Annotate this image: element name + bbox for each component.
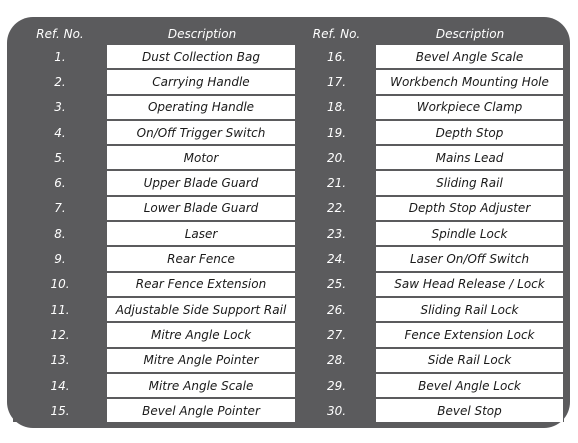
right-part-description: Workpiece Clamp	[376, 96, 564, 119]
left-ref-number: 8.	[13, 222, 107, 245]
right-ref-number: 22.	[297, 197, 376, 220]
right-ref-number: 19.	[297, 121, 376, 144]
left-ref-number: 13.	[13, 349, 107, 372]
table-body	[13, 45, 564, 422]
left-part-description: Upper Blade Guard	[107, 171, 297, 194]
left-ref-number: 10.	[13, 273, 107, 296]
table-row	[13, 323, 564, 346]
left-part-description: Operating Handle	[107, 96, 297, 119]
left-part-description: Dust Collection Bag	[107, 45, 297, 68]
header-description-right: Description	[435, 26, 505, 41]
table-row	[13, 349, 564, 372]
table-row	[13, 298, 564, 321]
table-row	[13, 45, 564, 68]
table-row	[13, 171, 564, 194]
left-part-description: Lower Blade Guard	[107, 197, 297, 220]
left-part-description: Mitre Angle Lock	[107, 323, 297, 346]
right-part-description: Fence Extension Lock	[376, 323, 564, 346]
right-ref-number: 24.	[297, 247, 376, 270]
left-ref-number: 6.	[13, 171, 107, 194]
left-ref-number: 3.	[13, 96, 107, 119]
right-ref-number: 29.	[297, 374, 376, 397]
left-ref-number: 12.	[13, 323, 107, 346]
left-part-description: Mitre Angle Pointer	[107, 349, 297, 372]
header-description-left: Description	[167, 26, 237, 41]
right-part-description: Sliding Rail	[376, 171, 564, 194]
right-part-description: Laser On/Off Switch	[376, 247, 564, 270]
left-ref-number: 5.	[13, 146, 107, 169]
left-ref-number: 2.	[13, 70, 107, 93]
right-part-description: Bevel Angle Scale	[376, 45, 564, 68]
header-row	[13, 24, 564, 43]
table-row	[13, 374, 564, 397]
right-ref-number: 16.	[297, 45, 376, 68]
right-ref-number: 20.	[297, 146, 376, 169]
left-part-description: Rear Fence	[107, 247, 297, 270]
left-part-description: On/Off Trigger Switch	[107, 121, 297, 144]
right-ref-number: 30.	[297, 399, 376, 422]
right-part-description: Sliding Rail Lock	[376, 298, 564, 321]
right-ref-number: 17.	[297, 70, 376, 93]
left-ref-number: 15.	[13, 399, 107, 422]
left-part-description: Adjustable Side Support Rail	[107, 298, 297, 321]
left-part-description: Rear Fence Extension	[107, 273, 297, 296]
right-ref-number: 27.	[297, 323, 376, 346]
right-part-description: Spindle Lock	[376, 222, 564, 245]
table-row	[13, 96, 564, 119]
header-ref-no-right: Ref. No.	[312, 26, 361, 41]
table-row	[13, 146, 564, 169]
left-ref-number: 4.	[13, 121, 107, 144]
right-part-description: Bevel Angle Lock	[376, 374, 564, 397]
table-row	[13, 197, 564, 220]
right-ref-number: 25.	[297, 273, 376, 296]
right-ref-number: 21.	[297, 171, 376, 194]
left-part-description: Motor	[107, 146, 297, 169]
left-ref-number: 7.	[13, 197, 107, 220]
table-row	[13, 121, 564, 144]
table-row	[13, 70, 564, 93]
right-part-description: Workbench Mounting Hole	[376, 70, 564, 93]
left-ref-number: 14.	[13, 374, 107, 397]
right-part-description: Mains Lead	[376, 146, 564, 169]
right-part-description: Depth Stop Adjuster	[376, 197, 564, 220]
left-part-description: Carrying Handle	[107, 70, 297, 93]
right-ref-number: 28.	[297, 349, 376, 372]
table-row	[13, 222, 564, 245]
right-ref-number: 23.	[297, 222, 376, 245]
left-ref-number: 9.	[13, 247, 107, 270]
header-ref-no-left: Ref. No.	[36, 26, 84, 41]
left-part-description: Bevel Angle Pointer	[107, 399, 297, 422]
parts-reference-table	[13, 22, 564, 424]
right-ref-number: 18.	[297, 96, 376, 119]
left-part-description: Laser	[107, 222, 297, 245]
table-row	[13, 399, 564, 422]
right-part-description: Side Rail Lock	[376, 349, 564, 372]
right-part-description: Saw Head Release / Lock	[376, 273, 564, 296]
left-ref-number: 11.	[13, 298, 107, 321]
left-ref-number: 1.	[13, 45, 107, 68]
right-part-description: Bevel Stop	[376, 399, 564, 422]
right-ref-number: 26.	[297, 298, 376, 321]
right-part-description: Depth Stop	[376, 121, 564, 144]
table-row	[13, 247, 564, 270]
left-part-description: Mitre Angle Scale	[107, 374, 297, 397]
table-row	[13, 273, 564, 296]
